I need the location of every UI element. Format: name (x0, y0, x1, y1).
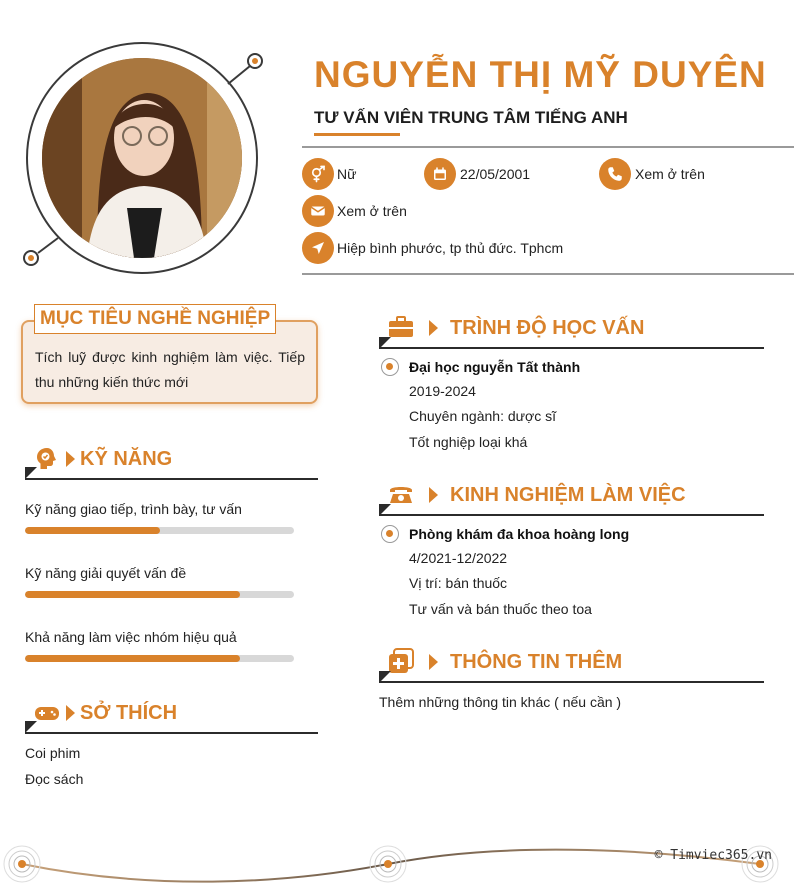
header-divider-top (302, 146, 794, 148)
education-divider (379, 347, 764, 349)
skill-bar-2 (25, 591, 294, 598)
education-chevron (429, 320, 438, 336)
additional-text: Thêm những thông tin khác ( nếu cần ) (379, 694, 622, 710)
skill-bar-fill-2 (25, 591, 240, 598)
briefcase-icon (388, 316, 414, 338)
birthday-value: 22/05/2001 (460, 166, 531, 182)
photo-ring-dot-top (247, 53, 263, 69)
education-school: Đại học nguyễn Tất thành (409, 359, 581, 375)
experience-description: Tư vấn và bán thuốc theo toa (409, 601, 592, 617)
footer-target-left (4, 846, 40, 882)
hobbies-divider (25, 732, 318, 734)
footer-watermark: © Timviec365.vn (654, 848, 772, 863)
phone-icon (599, 158, 631, 190)
candidate-name: NGUYỄN THỊ MỸ DUYÊN (314, 54, 767, 95)
email-value: Xem ở trên (337, 203, 407, 219)
skill-label-2: Kỹ năng giải quyết vấn đề (25, 565, 187, 581)
title-underline (314, 133, 400, 136)
telephone-icon (388, 483, 414, 505)
experience-divider (379, 514, 764, 516)
skills-chevron (66, 451, 75, 467)
education-bullet (381, 358, 399, 376)
medical-kit-icon (388, 648, 414, 674)
experience-period: 4/2021-12/2022 (409, 550, 508, 566)
hobby-item-1: Coi phim (25, 745, 81, 761)
skill-bar-fill-1 (25, 527, 160, 534)
skills-divider (25, 478, 318, 480)
education-period: 2019-2024 (409, 383, 476, 399)
phone-value: Xem ở trên (635, 166, 705, 182)
gender-value: Nữ (337, 166, 357, 182)
header-divider-bottom (302, 273, 794, 275)
calendar-icon (424, 158, 456, 190)
skills-icon (34, 446, 60, 472)
skill-bar-fill-3 (25, 655, 240, 662)
skill-bar-3 (25, 655, 294, 662)
education-major: Chuyên ngành: dược sĩ (409, 408, 556, 424)
address-value: Hiệp bình phước, tp thủ đức. Tphcm (337, 240, 564, 256)
profile-photo (42, 58, 242, 258)
additional-title: THÔNG TIN THÊM (450, 651, 623, 673)
gender-icon (302, 158, 334, 190)
location-icon (302, 232, 334, 264)
experience-bullet (381, 525, 399, 543)
hobby-item-2: Đọc sách (25, 771, 84, 787)
experience-title: KINH NGHIỆM LÀM VIỆC (450, 484, 686, 506)
skills-title: KỸ NĂNG (80, 448, 173, 470)
footer-target-middle (370, 846, 406, 882)
job-title: TƯ VẤN VIÊN TRUNG TÂM TIẾNG ANH (314, 108, 628, 127)
experience-company: Phòng khám đa khoa hoàng long (409, 526, 630, 542)
skill-label-3: Khả năng làm việc nhóm hiệu quả (25, 629, 237, 645)
education-title: TRÌNH ĐỘ HỌC VẤN (450, 317, 645, 339)
career-goal-text: Tích luỹ được kinh nghiệm làm việc. Tiếp thu những kiến thức mới (35, 349, 305, 390)
skill-label-1: Kỹ năng giao tiếp, trình bày, tư vấn (25, 501, 242, 517)
career-goal-title: MỤC TIÊU NGHỀ NGHIỆP (34, 304, 276, 334)
additional-divider (379, 681, 764, 683)
email-icon (302, 195, 334, 227)
skill-bar-1 (25, 527, 294, 534)
additional-chevron (429, 654, 438, 670)
experience-chevron (429, 487, 438, 503)
photo-ring-dot-bottom (23, 250, 39, 266)
gamepad-icon (34, 703, 60, 723)
experience-position: Vị trí: bán thuốc (409, 575, 508, 591)
hobbies-title: SỞ THÍCH (80, 702, 178, 724)
hobbies-chevron (66, 705, 75, 721)
education-result: Tốt nghiệp loại khá (409, 434, 528, 450)
